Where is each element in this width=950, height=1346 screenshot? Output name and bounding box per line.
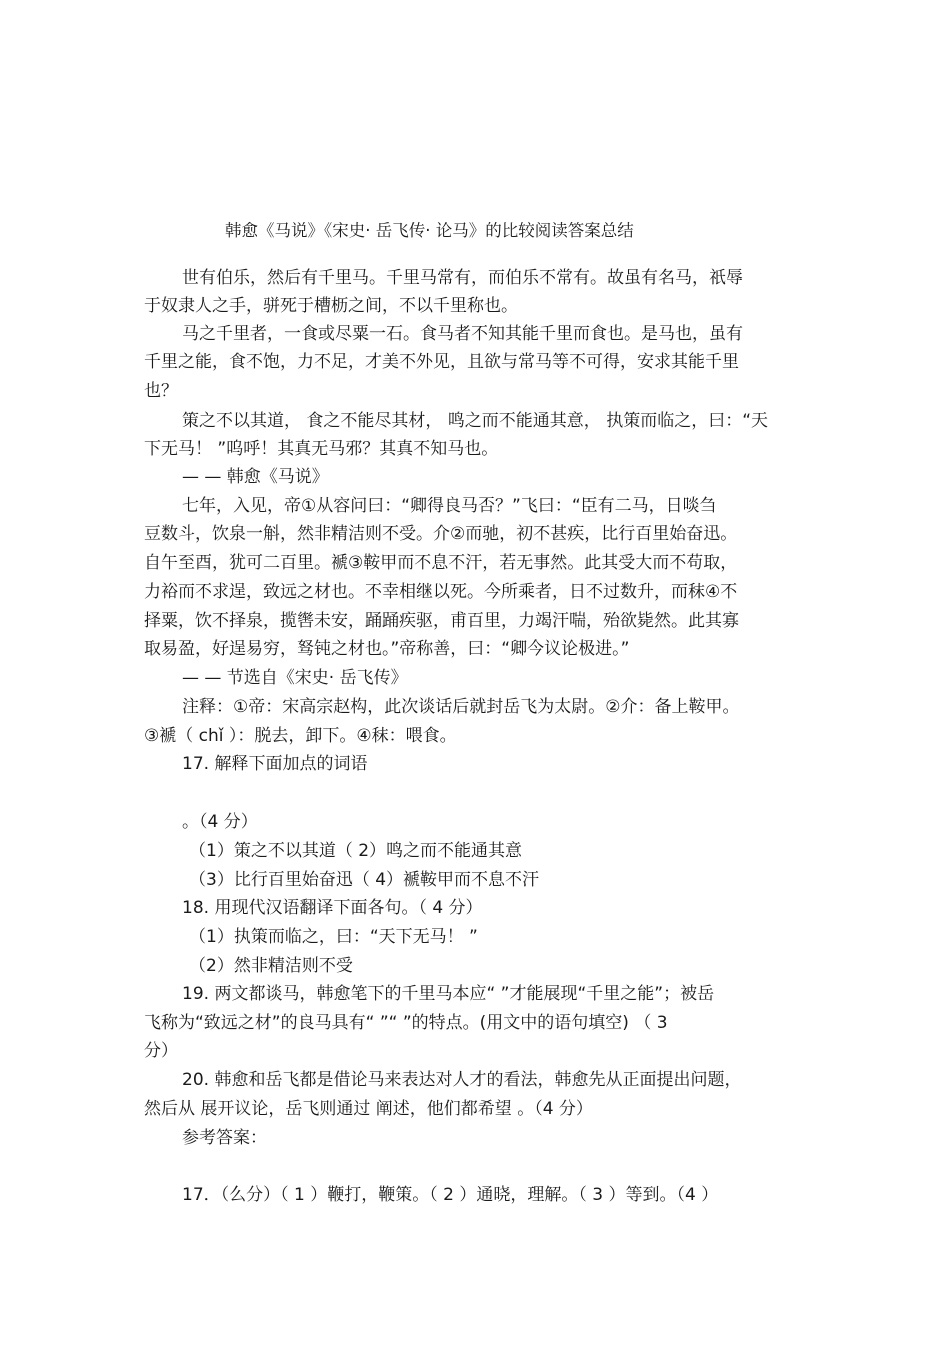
- question-20: 然后从 展开议论，岳飞则通过 阐述，他们都希望 。（4 分）: [144, 1099, 593, 1119]
- question-18-item: （2）然非精洁则不受: [189, 956, 353, 976]
- question-18-item: （1）执策而临之，曰：“天下无马！ ”: [189, 927, 478, 947]
- text-line: 取易盈，好逞易穷，驽钝之材也。”帝称善，曰：“卿今议论极进。”: [144, 639, 630, 659]
- attribution-line: — — 节选自《宋史· 岳飞传》: [182, 668, 408, 688]
- text-line: 千里之能，食不饱，力不足，才美不外见，且欲与常马等不可得，安求其能千里: [144, 352, 739, 372]
- text-line: 策之不以其道， 食之不能尽其材， 鸣之而不能通其意， 执策而临之，曰：“天: [182, 411, 769, 431]
- question-19: 飞称为“致远之材”的良马具有“ ”“ ”的特点。(用文中的语句填空) （ 3: [144, 1013, 668, 1033]
- notes-line: ③褫（ chǐ ）：脱去，卸下。④秣：喂食。: [144, 726, 457, 746]
- question-17-score: 。（4 分）: [182, 812, 258, 832]
- question-17-item: （1）策之不以其道（ 2）鸣之而不能通其意: [189, 841, 523, 861]
- question-19: 19. 两文都谈马，韩愈笔下的千里马本应“ ”才能展现“千里之能”；被岳: [182, 984, 715, 1004]
- text-line: 七年，入见，帝①从容问曰：“卿得良马否？”飞曰：“臣有二马，日啖刍: [182, 496, 717, 516]
- question-18: 18. 用现代汉语翻译下面各句。（ 4 分）: [182, 898, 483, 918]
- question-19: 分）: [144, 1041, 178, 1061]
- notes-line: 注释：①帝：宋高宗赵构，此次谈话后就封岳飞为太尉。②介：备上鞍甲。: [182, 697, 740, 717]
- question-17-item: （3）比行百里始奋迅（ 4）褫鞍甲而不息不汗: [189, 870, 540, 890]
- attribution-line: — — 韩愈《马说》: [182, 467, 329, 487]
- answers-heading: 参考答案：: [182, 1128, 267, 1148]
- document-title: 韩愈《马说》《宋史· 岳飞传· 论马》的比较阅读答案总结: [225, 221, 634, 240]
- question-17: 17. 解释下面加点的词语: [182, 754, 368, 774]
- text-line: 于奴隶人之手，骈死于槽枥之间，不以千里称也。: [144, 296, 518, 316]
- text-line: 力裕而不求逞，致远之材也。不幸相继以死。今所乘者，日不过数升，而秣④不: [144, 582, 738, 602]
- text-line: 马之千里者，一食或尽粟一石。食马者不知其能千里而食也。是马也，虽有: [182, 324, 743, 344]
- question-20: 20. 韩愈和岳飞都是借论马来表达对人才的看法，韩愈先从正面提出问题，: [182, 1070, 742, 1090]
- text-line: 下无马！ ”呜呼！其真无马邪？其真不知马也。: [144, 439, 499, 459]
- text-line: 豆数斗，饮泉一斛，然非精洁则不受。介②而驰，初不甚疾，比行百里始奋迅。: [144, 524, 738, 544]
- text-line: 世有伯乐，然后有千里马。千里马常有，而伯乐不常有。故虽有名马，祇辱: [182, 268, 743, 288]
- text-line: 择粟，饮不择泉，揽辔未安，踊踊疾驱，甫百里，力竭汗喘，殆欲毙然。此其寡: [144, 611, 739, 631]
- text-line: 自午至酉，犹可二百里。褫③鞍甲而不息不汗，若无事然。此其受大而不苟取，: [144, 553, 738, 573]
- text-line: 也？: [144, 381, 178, 401]
- answer-17: 17．（么分）（ 1 ）鞭打，鞭策。（ 2 ）通晓，理解。（ 3 ）等到。（4 ）: [182, 1185, 719, 1205]
